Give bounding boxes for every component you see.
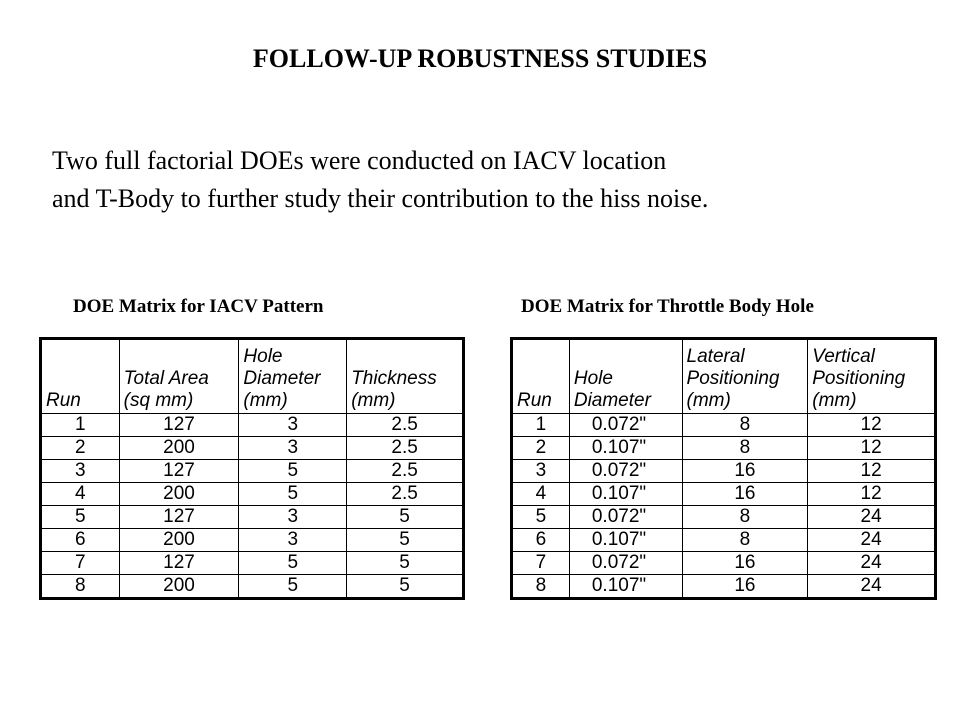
header-line: Run — [46, 390, 81, 411]
table-cell: 5 — [347, 529, 463, 552]
table-cell: 12 — [808, 483, 935, 506]
table-cell: 5 — [239, 460, 347, 483]
table-cell: 0.072" — [569, 414, 682, 437]
table-cell: 3 — [239, 414, 347, 437]
table2-caption: DOE Matrix for Throttle Body Hole — [521, 296, 814, 317]
table-cell: 8 — [682, 506, 808, 529]
table-cell: 127 — [119, 414, 239, 437]
intro-text — [52, 142, 932, 218]
table-cell: 6 — [42, 529, 120, 552]
intro-line-2: and T-Body to further study their contribution to the hiss noise. — [52, 184, 709, 213]
header-line: Positioning — [686, 368, 780, 389]
table-cell: 2 — [42, 437, 120, 460]
table-row — [513, 414, 935, 437]
table-cell: 2.5 — [347, 437, 463, 460]
table-cell: 8 — [682, 437, 808, 460]
header-line: Run — [517, 390, 552, 411]
table-cell: 16 — [682, 575, 808, 598]
table-cell: 5 — [347, 552, 463, 575]
table-cell: 6 — [513, 529, 570, 552]
header-line: Vertical — [812, 346, 875, 367]
table-row — [513, 506, 935, 529]
table-row — [42, 414, 463, 437]
table-cell: 127 — [119, 460, 239, 483]
table-row — [513, 529, 935, 552]
table-cell: 127 — [119, 506, 239, 529]
table-cell: 24 — [808, 575, 935, 598]
header-run — [42, 340, 120, 414]
table-row — [42, 460, 463, 483]
table-cell: 8 — [682, 529, 808, 552]
table-cell: 7 — [42, 552, 120, 575]
table-cell: 0.107" — [569, 483, 682, 506]
table-cell: 3 — [513, 460, 570, 483]
table-cell: 200 — [119, 575, 239, 598]
table-cell: 2 — [513, 437, 570, 460]
header-line: Positioning — [812, 368, 906, 389]
table-row — [42, 437, 463, 460]
table-cell: 16 — [682, 552, 808, 575]
table-cell: 0.107" — [569, 529, 682, 552]
table-header-row — [42, 340, 463, 414]
header-line: Hole — [243, 346, 283, 367]
table-row — [42, 575, 463, 598]
table-cell: 24 — [808, 506, 935, 529]
header-line: Hole — [573, 368, 613, 389]
table-cell: 200 — [119, 437, 239, 460]
table-row — [513, 483, 935, 506]
header-line: Thickness — [351, 368, 437, 389]
table-cell: 5 — [239, 483, 347, 506]
table-cell: 24 — [808, 529, 935, 552]
header-total-area — [119, 340, 239, 414]
table-row — [513, 575, 935, 598]
table-row — [42, 483, 463, 506]
header-hole-diameter — [569, 340, 682, 414]
table-cell: 5 — [42, 506, 120, 529]
table-cell: 3 — [239, 437, 347, 460]
table-cell: 5 — [347, 506, 463, 529]
header-line: Total Area — [123, 368, 209, 389]
table-row — [513, 552, 935, 575]
table-cell: 1 — [42, 414, 120, 437]
table-cell: 200 — [119, 483, 239, 506]
header-line: Lateral — [686, 346, 745, 367]
table-cell: 3 — [42, 460, 120, 483]
table-row — [513, 460, 935, 483]
header-line: (sq mm) — [123, 390, 194, 411]
table-cell: 200 — [119, 529, 239, 552]
table-cell: 2.5 — [347, 483, 463, 506]
table-cell: 12 — [808, 414, 935, 437]
table-cell: 24 — [808, 552, 935, 575]
table-cell: 127 — [119, 552, 239, 575]
table-row — [513, 437, 935, 460]
intro-line-1: Two full factorial DOEs were conducted on IACV location — [52, 146, 667, 175]
iacv-doe-table — [41, 339, 463, 598]
table-cell: 4 — [42, 483, 120, 506]
table-cell: 3 — [239, 529, 347, 552]
table-cell: 4 — [513, 483, 570, 506]
table-cell: 16 — [682, 460, 808, 483]
table-row — [42, 506, 463, 529]
header-line: (mm) — [686, 390, 731, 411]
table-header-row — [513, 340, 935, 414]
table-cell: 8 — [42, 575, 120, 598]
table1-caption: DOE Matrix for IACV Pattern — [73, 296, 324, 317]
header-thickness — [347, 340, 463, 414]
header-vertical-positioning — [808, 340, 935, 414]
header-line: (mm) — [351, 390, 396, 411]
page-title: FOLLOW-UP ROBUSTNESS STUDIES — [252, 44, 708, 73]
header-run — [513, 340, 570, 414]
table-cell: 12 — [808, 437, 935, 460]
table-row — [42, 552, 463, 575]
table-cell: 3 — [239, 506, 347, 529]
table-cell: 5 — [513, 506, 570, 529]
table-cell: 0.107" — [569, 437, 682, 460]
table-cell: 8 — [682, 414, 808, 437]
table-cell: 2.5 — [347, 414, 463, 437]
header-line: Diameter — [573, 390, 651, 411]
header-line: (mm) — [243, 390, 288, 411]
throttle-body-doe-table — [512, 339, 935, 598]
header-lateral-positioning — [682, 340, 808, 414]
table-cell: 5 — [347, 575, 463, 598]
header-line: Diameter — [243, 368, 321, 389]
table-cell: 5 — [239, 552, 347, 575]
header-hole-diameter — [239, 340, 347, 414]
table-cell: 7 — [513, 552, 570, 575]
table-cell: 16 — [682, 483, 808, 506]
header-line: (mm) — [812, 390, 857, 411]
table-cell: 1 — [513, 414, 570, 437]
table-cell: 0.072" — [569, 460, 682, 483]
table-row — [42, 529, 463, 552]
table-cell: 5 — [239, 575, 347, 598]
table-cell: 0.107" — [569, 575, 682, 598]
table-cell: 2.5 — [347, 460, 463, 483]
table-cell: 8 — [513, 575, 570, 598]
table-cell: 0.072" — [569, 552, 682, 575]
table-cell: 12 — [808, 460, 935, 483]
table-cell: 0.072" — [569, 506, 682, 529]
